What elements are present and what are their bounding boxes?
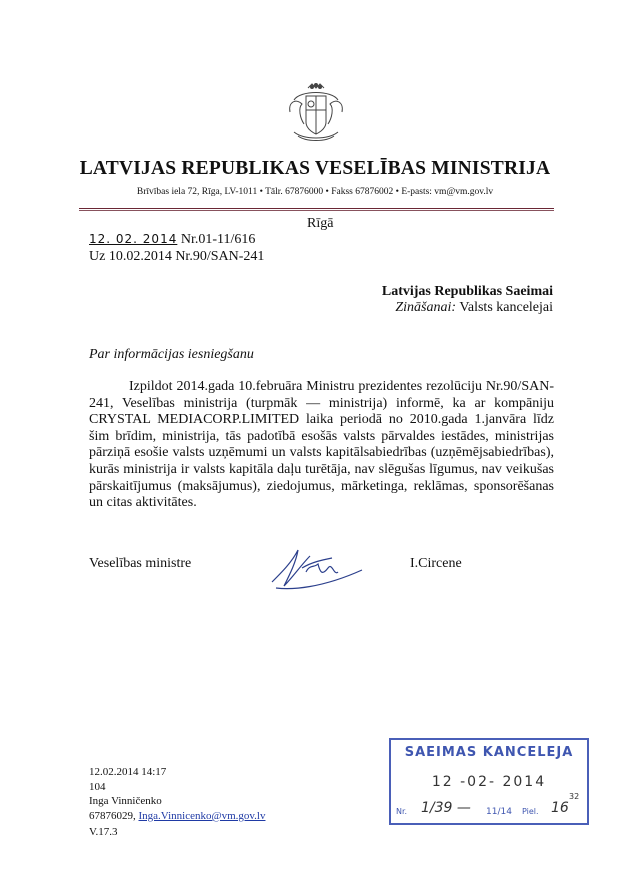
info-copy-line — [300, 300, 553, 316]
stamp-pielikums-sup: 32 — [569, 792, 580, 801]
header-divider — [79, 208, 554, 210]
handwritten-signature-icon — [262, 542, 372, 592]
handwritten-date: 12. 02. 2014 — [89, 232, 178, 246]
stamp-title: SAEIMAS KANCELEJA — [404, 745, 574, 760]
footer-code: 104 — [89, 780, 106, 793]
document-number: Nr.01-11/616 — [180, 232, 256, 247]
stamp-pielikums-label: Piel. — [522, 807, 539, 816]
ministry-contacts: Brīvības iela 72, Rīga, LV-1011 • Tālr. 67876000 • Fakss 67876002 • E-pasts: vm@vm.gov.lv — [136, 187, 494, 197]
registration-stamp — [389, 738, 589, 825]
stamp-pielikums-value: 16 — [551, 800, 569, 816]
addressee-block — [300, 284, 553, 316]
info-label: Zināšanai: — [395, 300, 457, 315]
footer-contact-line — [89, 809, 265, 824]
footer-email-link[interactable]: Inga.Vinnicenko@vm.gov.lv — [138, 809, 266, 822]
subject-line: Par informācijas iesniegšanu — [89, 347, 254, 362]
footer-contact-name: Inga Vinničenko — [89, 795, 162, 808]
recipient: Latvijas Republikas Saeimai — [381, 284, 553, 299]
info-recipient: Valsts kancelejai — [459, 300, 553, 315]
coat-of-arms-icon — [286, 82, 346, 146]
footer-timestamp: 12.02.2014 14:17 — [89, 766, 167, 778]
footer-block — [89, 765, 265, 823]
stamp-date: 12 -02- 2014 — [431, 774, 547, 790]
signer-title: Veselības ministre — [89, 556, 192, 571]
signer-name: I.Circene — [410, 556, 462, 571]
document-number-line — [89, 232, 255, 248]
stamp-code: 11/14 — [486, 807, 512, 817]
letter-body: Izpildot 2014.gada 10.februāra Ministru prezidentes rezolūciju Nr.90/SAN-241, Veselības ministrija (turpmāk — ministrija) informē, ka ar kompāniju CRYSTAL MEDIACORP.LIMITED laika periodā no 2010.gada 1.janvāra līdz šim brīdim, ministrija, tās padotībā esošās valsts pārvaldes iestādes, ministrijas pārziņā esošie valsts uzņēmumi un valsts kapitālsabiedrības (uzņēmējsabiedrības), kurās ministrija ir valsts kapitāla daļu turētāja, nav slēgušas līgumus, nav veikušas pārskaitījumus (maksājumus), ziedojumus, mārketinga, reklāmas, sponsorēšanas un citas aktivitātes. — [89, 379, 554, 511]
footer-version: V.17.3 — [89, 826, 118, 838]
reference-number: Uz 10.02.2014 Nr.90/SAN-241 — [89, 249, 265, 264]
footer-phone: 67876029, — [89, 809, 136, 822]
stamp-nr-value: 1/39 — — [421, 800, 471, 816]
ministry-name: LATVIJAS REPUBLIKAS VESELĪBAS MINISTRIJA — [79, 158, 551, 179]
stamp-nr-label: Nr. — [396, 807, 408, 816]
place: Rīgā — [307, 216, 334, 231]
